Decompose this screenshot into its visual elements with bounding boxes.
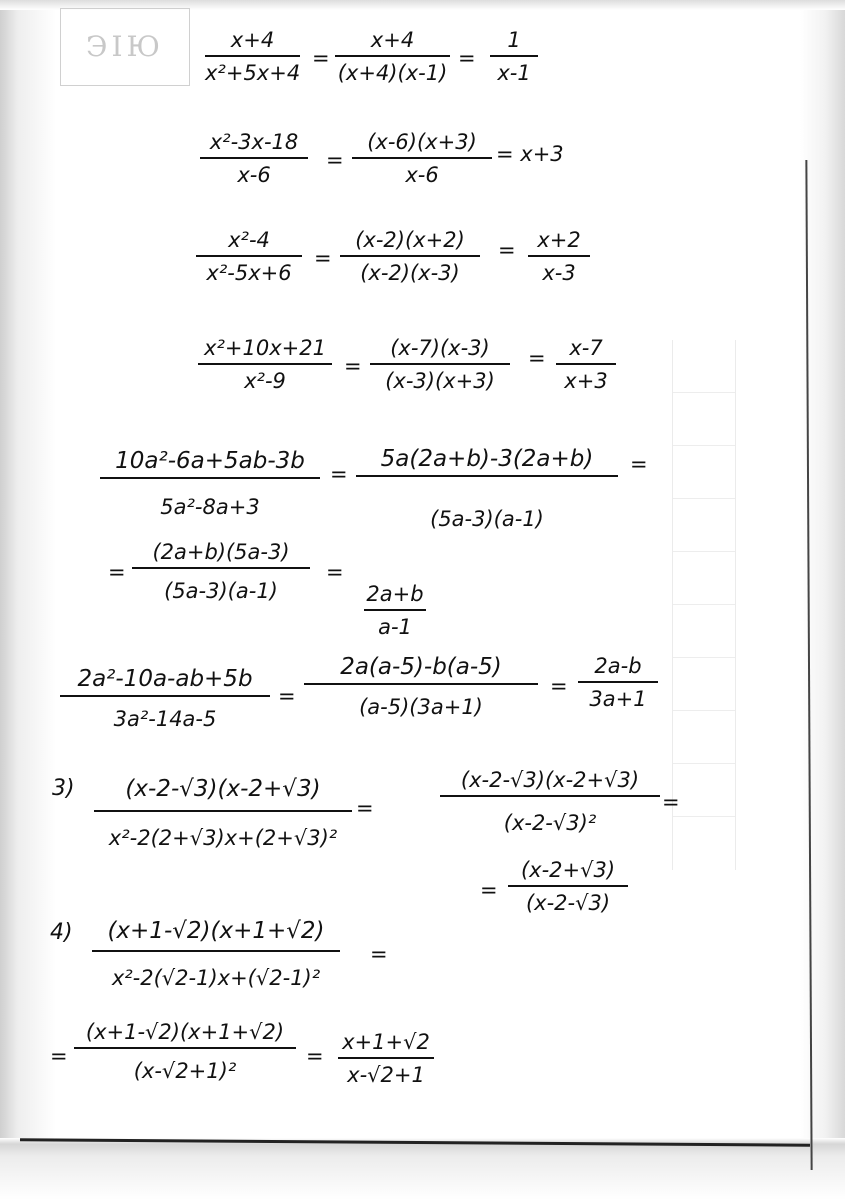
equals-sign: = — [498, 238, 516, 262]
denominator: 5a²-8a+3 — [160, 495, 260, 519]
equals-sign: = — [330, 462, 348, 486]
p7-result — [508, 858, 628, 915]
numerator: x²-4 — [228, 228, 270, 252]
denominator: (a-5)(3a+1) — [359, 695, 483, 719]
bleed-through-line — [673, 604, 735, 605]
p4-result — [556, 336, 616, 393]
p8-lhs — [92, 918, 340, 990]
equals-sign: = — [458, 46, 476, 70]
equals-sign: = — [480, 878, 498, 902]
denominator: (x-2-√3) — [525, 891, 611, 915]
equals-sign: = — [306, 1044, 324, 1068]
numerator: 2a+b — [366, 582, 424, 606]
fraction-bar — [304, 683, 538, 685]
equals-sign: = — [312, 46, 330, 70]
fraction-bar — [556, 363, 616, 365]
p8-result — [338, 1030, 434, 1087]
fraction-bar — [100, 477, 320, 479]
denominator: x²-5x+6 — [206, 261, 292, 285]
numerator: x²-3x-18 — [209, 130, 299, 154]
bleed-through-line — [673, 498, 735, 499]
p5-step1 — [356, 446, 618, 531]
equals-sign: = — [314, 246, 332, 270]
equals-sign: = — [50, 1044, 68, 1068]
fraction-bar — [132, 567, 310, 569]
problem-label-3: 3) — [52, 776, 75, 801]
numerator: x+2 — [537, 228, 581, 252]
bleed-through-line — [673, 710, 735, 711]
p2-result: = x+3 — [496, 142, 564, 166]
numerator: (x-7)(x-3) — [390, 336, 490, 360]
problem-label-4: 4) — [50, 920, 73, 945]
numerator: (x+1-√2)(x+1+√2) — [85, 1020, 285, 1044]
fraction-bar — [74, 1047, 296, 1049]
p1-result — [490, 28, 538, 85]
p3-lhs — [196, 228, 302, 285]
numerator: 2a²-10a-ab+5b — [77, 666, 253, 692]
numerator: (x-2-√3)(x-2+√3) — [125, 776, 321, 802]
fraction-bar — [370, 363, 510, 365]
fraction-bar — [340, 255, 480, 257]
p3-result — [528, 228, 590, 285]
numerator: (x-6)(x+3) — [367, 130, 477, 154]
bleed-through-line — [673, 551, 735, 552]
denominator: 3a²-14a-5 — [113, 707, 217, 731]
equals-sign: = — [528, 346, 546, 370]
p4-step1 — [370, 336, 510, 393]
equals-sign: = — [630, 452, 648, 476]
denominator: (x-2-√3)² — [503, 811, 597, 835]
numerator: x+4 — [230, 28, 275, 52]
denominator: (x-2)(x-3) — [360, 261, 460, 285]
numerator: 1 — [507, 28, 521, 52]
numerator: x²+10x+21 — [204, 336, 326, 360]
scan-edge-left — [0, 0, 56, 1200]
p1-lhs — [205, 28, 300, 85]
fraction-bar — [352, 157, 492, 159]
p6-step1 — [304, 654, 538, 719]
p1-step1 — [335, 28, 450, 85]
p5-lhs — [100, 448, 320, 519]
fraction-bar — [60, 695, 270, 697]
bleed-through-line — [673, 445, 735, 446]
p5-result — [364, 582, 426, 639]
equals-sign: = — [344, 354, 362, 378]
denominator: (x+4)(x-1) — [337, 61, 448, 85]
equals-sign: = — [662, 790, 680, 814]
faint-stamp: ЭІЮ — [60, 8, 190, 86]
equals-sign: = — [370, 942, 388, 966]
p2-step1 — [352, 130, 492, 187]
numerator: 2a-b — [594, 654, 642, 678]
fraction-bar — [508, 885, 628, 887]
p4-lhs — [198, 336, 332, 393]
denominator: x-6 — [237, 163, 271, 187]
fraction-bar — [196, 255, 302, 257]
denominator: x-3 — [542, 261, 576, 285]
scan-edge-bottom — [0, 1138, 845, 1200]
fraction-bar — [578, 681, 658, 683]
numerator: (x-2)(x+2) — [355, 228, 465, 252]
p7-step1 — [440, 768, 660, 835]
denominator: (x-√2+1)² — [133, 1059, 237, 1083]
denominator: 3a+1 — [589, 687, 647, 711]
bleed-through-line — [673, 392, 735, 393]
fraction-bar — [356, 475, 618, 477]
numerator: (2a+b)(5a-3) — [152, 540, 290, 564]
equals-sign: = — [356, 796, 374, 820]
denominator: a-1 — [378, 615, 412, 639]
fraction-bar — [205, 55, 300, 57]
denominator: x²+5x+4 — [205, 61, 301, 85]
denominator: x²-2(√2-1)x+(√2-1)² — [111, 966, 321, 990]
bleed-through-column — [672, 340, 736, 870]
denominator: (5a-3)(a-1) — [164, 579, 278, 603]
denominator: (5a-3)(a-1) — [430, 507, 544, 531]
denominator: x+3 — [564, 369, 608, 393]
fraction-bar — [440, 795, 660, 797]
equals-sign: = — [550, 674, 568, 698]
numerator: (x-2-√3)(x-2+√3) — [460, 768, 640, 792]
denominator: x-√2+1 — [347, 1063, 425, 1087]
fraction-bar — [338, 1057, 434, 1059]
numerator: (x+1-√2)(x+1+√2) — [107, 918, 325, 944]
denominator: x-6 — [405, 163, 439, 187]
p6-result — [578, 654, 658, 711]
equals-sign: = — [108, 560, 126, 584]
fraction-bar — [94, 810, 352, 812]
bleed-through-line — [673, 763, 735, 764]
denominator: (x-3)(x+3) — [385, 369, 495, 393]
p5-step2 — [132, 540, 310, 603]
numerator: x+4 — [370, 28, 415, 52]
numerator: x-7 — [569, 336, 603, 360]
fraction-bar — [364, 609, 426, 611]
fraction-bar — [490, 55, 538, 57]
bleed-through-line — [673, 657, 735, 658]
fraction-bar — [198, 363, 332, 365]
equals-sign: = — [326, 560, 344, 584]
fraction-bar — [200, 157, 308, 159]
numerator: (x-2+√3) — [520, 858, 616, 882]
numerator: 5a(2a+b)-3(2a+b) — [380, 446, 594, 472]
fraction-bar — [528, 255, 590, 257]
equals-sign: = — [278, 684, 296, 708]
denominator: x²-2(2+√3)x+(2+√3)² — [108, 826, 338, 850]
p3-step1 — [340, 228, 480, 285]
denominator: x²-9 — [244, 369, 286, 393]
fraction-bar — [92, 950, 340, 952]
p2-lhs — [200, 130, 308, 187]
numerator: 2a(a-5)-b(a-5) — [340, 654, 502, 680]
p8-step1 — [74, 1020, 296, 1083]
denominator: x-1 — [497, 61, 531, 85]
numerator: 10a²-6a+5ab-3b — [115, 448, 305, 474]
fraction-bar — [335, 55, 450, 57]
p7-lhs — [94, 776, 352, 850]
bleed-through-line — [673, 816, 735, 817]
equals-sign: = — [326, 148, 344, 172]
p6-lhs — [60, 666, 270, 731]
numerator: x+1+√2 — [342, 1030, 430, 1054]
